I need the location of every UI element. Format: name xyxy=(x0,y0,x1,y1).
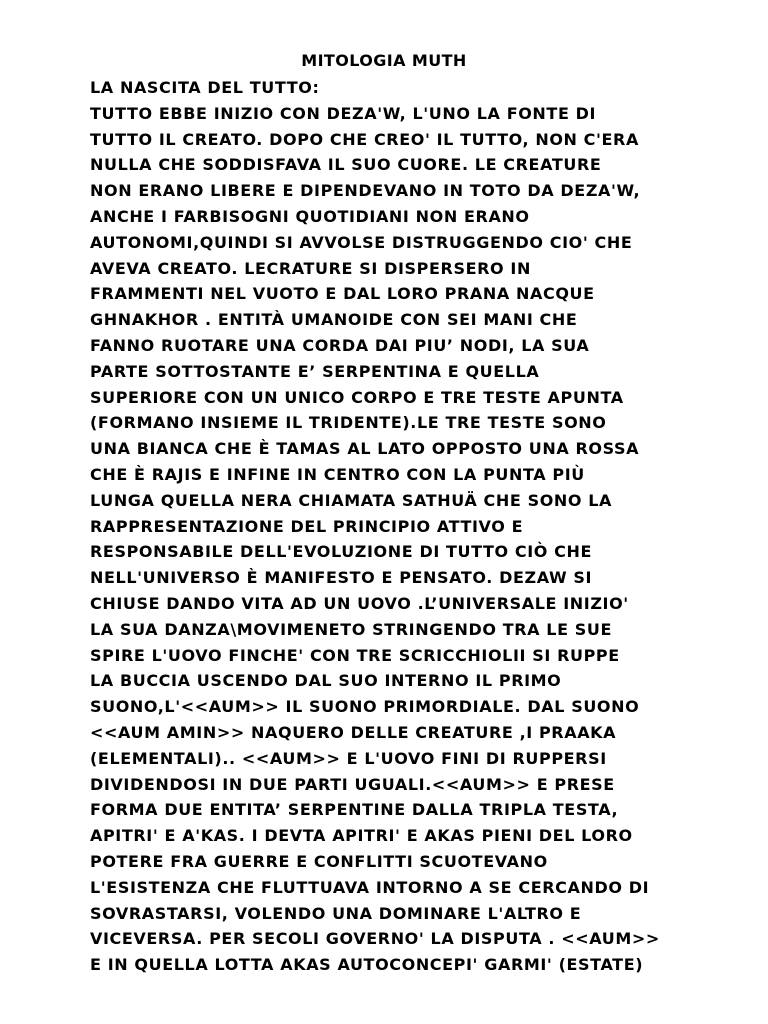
text-line: <<AUM AMIN>> NAQUERO DELLE CREATURE ,I PRAAKA xyxy=(90,722,617,742)
text-line: POTERE FRA GUERRE E CONFLITTI SCUOTEVANO xyxy=(90,851,548,871)
text-line: LUNGA QUELLA NERA CHIAMATA SATHUÄ CHE SONO LA xyxy=(90,490,613,510)
text-line: TUTTO EBBE INIZIO CON DEZA'W, L'UNO LA FONTE DI xyxy=(90,103,597,123)
text-line: GHNAKHOR . ENTITÀ UMANOIDE CON SEI MANI CHE xyxy=(90,310,578,330)
text-line: CHE È RAJIS E INFINE IN CENTRO CON LA PUNTA PIÙ xyxy=(90,464,585,484)
text-line: AVEVA CREATO. LECRATURE SI DISPERSERO IN xyxy=(90,258,531,278)
text-line: L'ESISTENZA CHE FLUTTUAVA INTORNO A SE CERCANDO DI xyxy=(90,877,650,897)
text-line: LA SUA DANZA\MOVIMENETO STRINGENDO TRA LE SUE xyxy=(90,619,613,639)
document-body xyxy=(90,75,730,978)
text-line: (FORMANO INSIEME IL TRIDENTE).LE TRE TESTE SONO xyxy=(90,413,607,433)
text-line: FANNO RUOTARE UNA CORDA DAI PIU’ NODI, LA SUA xyxy=(90,335,590,355)
text-line: SPIRE L'UOVO FINCHE' CON TRE SCRICCHIOLII SI RUPPE xyxy=(90,645,620,665)
text-line: (ELEMENTALI).. <<AUM>> E L'UOVO FINI DI RUPPERSI xyxy=(90,748,607,768)
text-line: CHIUSE DANDO VITA AD UN UOVO .L’UNIVERSALE INIZIO' xyxy=(90,593,629,613)
text-line: APITRI' E A'KAS. I DEVTA APITRI' E AKAS PIENI DEL LORO xyxy=(90,826,633,846)
text-line: FRAMMENTI NEL VUOTO E DAL LORO PRANA NACQUE xyxy=(90,284,595,304)
text-line: E IN QUELLA LOTTA AKAS AUTOCONCEPI' GARMI' (ESTATE) xyxy=(90,955,644,975)
document-title: MITOLOGIA MUTH xyxy=(301,51,467,70)
text-line: RAPPRESENTAZIONE DEL PRINCIPIO ATTIVO E xyxy=(90,516,524,536)
text-line: NELL'UNIVERSO È MANIFESTO E PENSATO. DEZAW SI xyxy=(90,568,593,588)
text-line: PARTE SOTTOSTANTE E’ SERPENTINA E QUELLA xyxy=(90,361,540,381)
text-line: VICEVERSA. PER SECOLI GOVERNO' LA DISPUTA . <<AUM>> xyxy=(90,929,660,949)
text-line: LA BUCCIA USCENDO DAL SUO INTERNO IL PRIMO xyxy=(90,671,562,691)
text-line: ANCHE I FARBISOGNI QUOTIDIANI NON ERANO xyxy=(90,206,530,226)
text-line: UNA BIANCA CHE È TAMAS AL LATO OPPOSTO UNA ROSSA xyxy=(90,439,640,459)
text-line: AUTONOMI,QUINDI SI AVVOLSE DISTRUGGENDO CIO' CHE xyxy=(90,232,633,252)
text-line: SOVRASTARSI, VOLENDO UNA DOMINARE L'ALTRO E xyxy=(90,903,582,923)
text-line: SUPERIORE CON UN UNICO CORPO E TRE TESTE APUNTA xyxy=(90,387,624,407)
text-line: RESPONSABILE DELL'EVOLUZIONE DI TUTTO CIÒ CHE xyxy=(90,542,593,562)
text-line: TUTTO IL CREATO. DOPO CHE CREO' IL TUTTO, NON C'ERA xyxy=(90,129,639,149)
text-line: NON ERANO LIBERE E DIPENDEVANO IN TOTO DA DEZA'W, xyxy=(90,181,641,201)
text-line: SUONO,L'<<AUM>> IL SUONO PRIMORDIALE. DAL SUONO xyxy=(90,697,640,717)
text-line: NULLA CHE SODDISFAVA IL SUO CUORE. LE CREATURE xyxy=(90,155,602,175)
text-line: FORMA DUE ENTITA’ SERPENTINE DALLA TRIPLA TESTA, xyxy=(90,800,619,820)
text-line: LA NASCITA DEL TUTTO: xyxy=(90,78,320,97)
text-line: DIVIDENDOSI IN DUE PARTI UGUALI.<<AUM>> E PRESE xyxy=(90,774,615,794)
